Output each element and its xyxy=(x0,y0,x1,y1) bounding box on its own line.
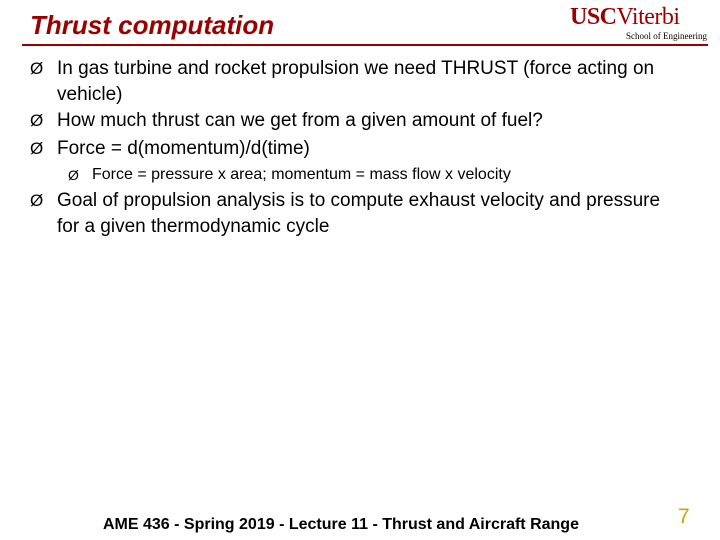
bullet-item xyxy=(30,136,680,162)
slide-footer: AME 436 - Spring 2019 - Lecture 11 - Thrust and Aircraft Range xyxy=(103,516,579,533)
bullet-item xyxy=(30,108,680,134)
bullet-arrow-icon: Ø xyxy=(30,59,44,78)
slide-title: Thrust computation xyxy=(30,10,275,40)
logo-name: Viterbi xyxy=(616,4,680,30)
bullet-item xyxy=(30,188,680,240)
bullet-item xyxy=(30,56,680,108)
bullet-arrow-icon: Ø xyxy=(30,191,44,210)
sub-bullet-item xyxy=(68,165,688,185)
page-number: 7 xyxy=(678,505,690,528)
bullet-text: Force = pressure x area; momentum = mass flow x velocity xyxy=(92,166,511,183)
bullet-text: In gas turbine and rocket propulsion we need THRUST (force acting on vehicle) xyxy=(57,58,655,105)
bullet-text: Force = d(momentum)/d(time) xyxy=(57,138,310,159)
usc-viterbi-logo xyxy=(570,4,712,44)
bullet-arrow-icon: Ø xyxy=(30,139,44,158)
bullet-arrow-icon: Ø xyxy=(68,167,79,183)
bullet-arrow-icon: Ø xyxy=(30,111,44,130)
bullet-text: Goal of propulsion analysis is to compute exhaust velocity and pressure for a given thermodynamic cycle xyxy=(57,190,661,237)
title-underline xyxy=(22,44,708,46)
bullet-text: How much thrust can we get from a given amount of fuel? xyxy=(57,110,543,131)
logo-subtitle: School of Engineering xyxy=(626,31,707,41)
logo-brand: USC xyxy=(570,4,617,30)
